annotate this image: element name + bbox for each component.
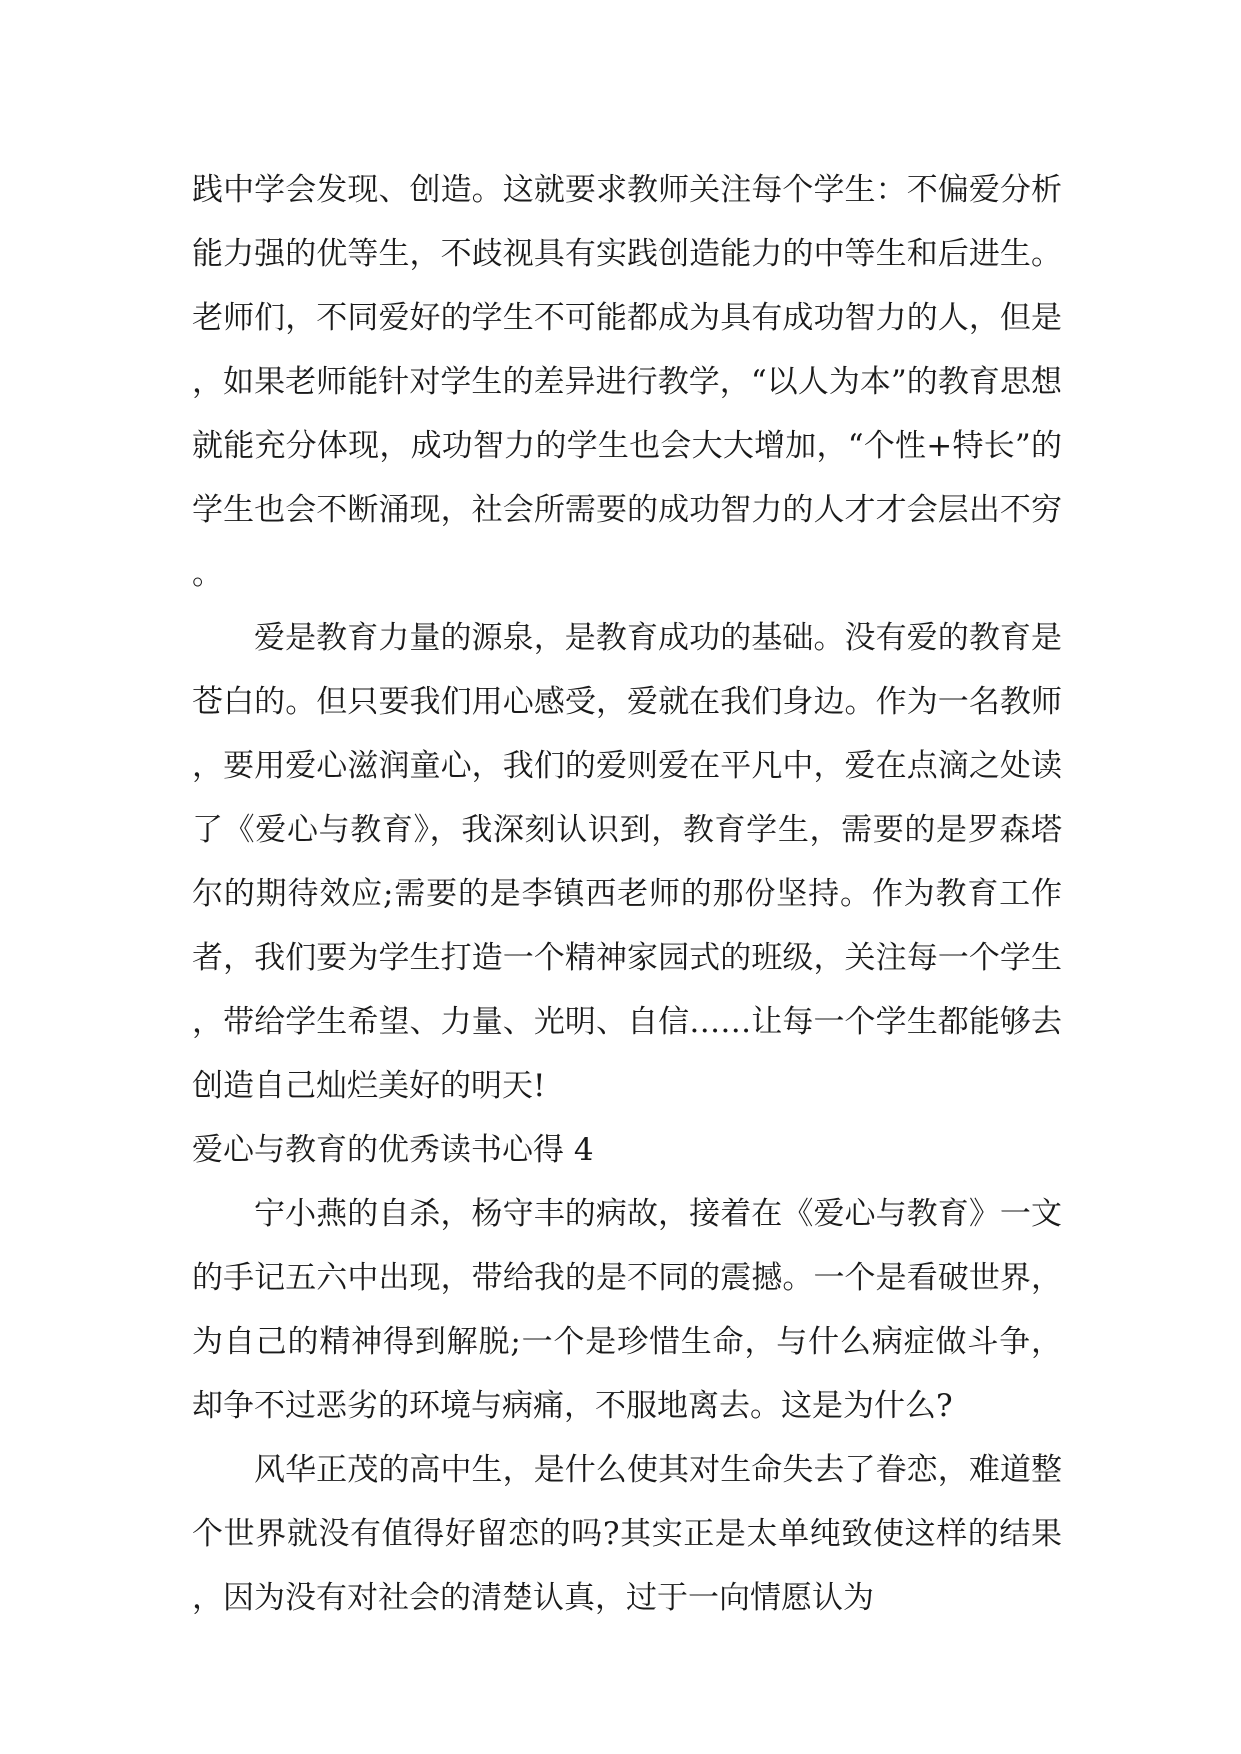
paragraph-3: 宁小燕的自杀，杨守丰的病故，接着在《爱心与教育》一文的手记五六中出现，带给我的是不同的震撼。一个是看破世界，为自己的精神得到解脱;一个是珍惜生命，与什么病症做斗争，却争不过恶劣的环境与病痛，不服地离去。这是为什么? [192, 1196, 1062, 1424]
paragraph-1: 践中学会发现、创造。这就要求教师关注每个学生：不偏爱分析能力强的优等生，不歧视具有实践创造能力的中等生和后进生。老师们，不同爱好的学生不可能都成为具有成功智力的人，但是，如果老师能针对学生的差异进行教学，“以人为本”的教育思想就能充分体现，成功智力的学生也会大大增加，“个性+特长”的学生也会不断涌现，社会所需要的成功智力的人才才会层出不穷。 [192, 172, 1062, 592]
paragraph-4: 风华正茂的高中生，是什么使其对生命失去了眷恋，难道整个世界就没有值得好留恋的吗?其实正是太单纯致使这样的结果，因为没有对社会的清楚认真，过于一向情愿认为 [192, 1452, 1062, 1616]
section-heading: 爱心与教育的优秀读书心得 4 [192, 1132, 594, 1168]
paragraph-2: 爱是教育力量的源泉，是教育成功的基础。没有爱的教育是苍白的。但只要我们用心感受，爱就在我们身边。作为一名教师，要用爱心滋润童心，我们的爱则爱在平凡中，爱在点滴之处读了《爱心与教育》，我深刻认识到，教育学生，需要的是罗森塔尔的期待效应;需要的是李镇西老师的那份坚持。作为教育工作者，我们要为学生打造一个精神家园式的班级，关注每一个学生，带给学生希望、力量、光明、自信……让每一个学生都能够去创造自己灿烂美好的明天! [192, 620, 1062, 1104]
document-body [192, 158, 1062, 1630]
